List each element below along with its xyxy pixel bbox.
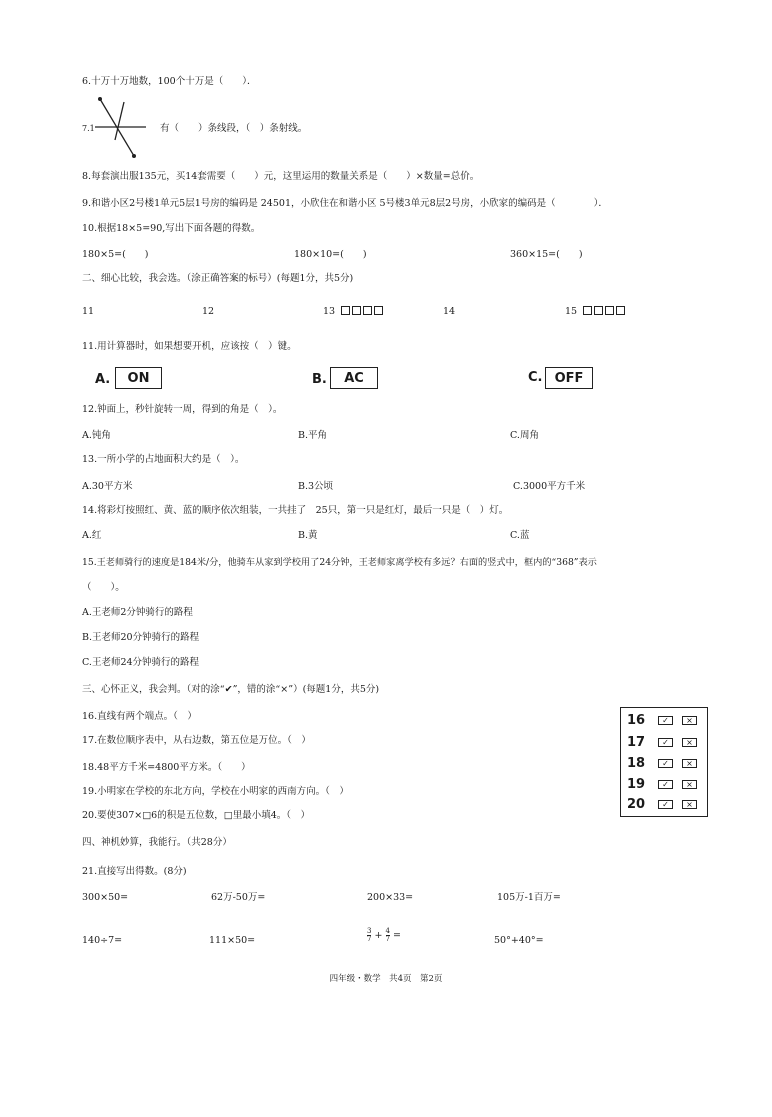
answer-bubble[interactable]: [341, 306, 350, 315]
figure-label: 7.1: [82, 124, 95, 133]
cross-bubble[interactable]: ×: [682, 716, 697, 725]
answer-bubble[interactable]: [594, 306, 603, 315]
grid-row: [627, 774, 703, 796]
question-10: 10.根据18×5=90,写出下面各题的得数。: [82, 223, 261, 234]
calculator-on-key: ON: [115, 367, 162, 389]
answer-row-13: [323, 306, 385, 318]
calc-item: 105万-1百万=: [497, 892, 561, 903]
calc-item: 200×33=: [367, 892, 414, 903]
question-21: 21.直接写出得数。(8分): [82, 866, 187, 877]
q12-option-c: C.周角: [510, 430, 539, 441]
calc-item: 300×50=: [82, 892, 129, 903]
answer-bubble[interactable]: [616, 306, 625, 315]
grid-row: [627, 794, 703, 816]
q10-item-2: 180×10=( ): [294, 249, 367, 260]
check-bubble[interactable]: ✓: [658, 759, 673, 768]
q13-option-a: A.30平方米: [82, 481, 133, 492]
question-20: 20.要使307×□6的积是五位数，□里最小填4。（ ）: [82, 810, 310, 821]
grid-row: [627, 732, 703, 754]
question-19: 19.小明家在学校的东北方向，学校在小明家的西南方向。（ ）: [82, 786, 349, 797]
calc-item: 50°+40°=: [494, 935, 544, 946]
question-6: 6.十万十万地数，100个十万是（ ）．: [82, 76, 257, 87]
q14-option-b: B.黄: [298, 530, 318, 541]
cross-bubble[interactable]: ×: [682, 738, 697, 747]
q14-option-c: C.蓝: [510, 530, 530, 541]
grid-row-number: 16: [627, 713, 646, 728]
question-7: 有（ ）条线段，（ ）条射线。: [160, 123, 308, 134]
answer-bubble[interactable]: [363, 306, 372, 315]
check-bubble[interactable]: ✓: [658, 716, 673, 725]
fraction: $\frac{4}{7}$: [385, 927, 390, 943]
q10-item-1: 180×5=( ): [82, 249, 149, 260]
cross-bubble[interactable]: ×: [682, 800, 697, 809]
question-14: 14.将彩灯按照红、黄、蓝的顺序依次组装，一共挂了 25只，第一只是红灯，最后一只是（ ）灯。: [82, 505, 509, 516]
calc-item: 62万-50万=: [211, 892, 266, 903]
answer-bubble[interactable]: [605, 306, 614, 315]
answer-bubble[interactable]: [374, 306, 383, 315]
section-3-title: 三、心怀正义，我会判。（对的涂“✔”，错的涂“×”）(每题1分，共5分): [82, 684, 380, 695]
section-4-title: 四、神机妙算，我能行。（共28分）: [82, 837, 232, 848]
answer-bubble[interactable]: [583, 306, 592, 315]
answer-num-13: 13: [323, 306, 336, 317]
grid-row-number: 17: [627, 735, 646, 750]
question-16: 16.直线有两个端点。（ ）: [82, 711, 197, 722]
answer-bubble[interactable]: [352, 306, 361, 315]
question-18: 18.48平方千米=4800平方米。（ ）: [82, 762, 251, 773]
grid-row: [627, 753, 703, 775]
q10-item-3: 360×15=( ): [510, 249, 583, 260]
question-17: 17.在数位顺序表中，从右边数，第五位是万位。（ ）: [82, 735, 311, 746]
check-bubble[interactable]: ✓: [658, 738, 673, 747]
steep-line: [115, 102, 124, 140]
calculator-off-key: OFF: [545, 367, 593, 389]
q15-option-b: B.王老师20分钟骑行的路程: [82, 632, 200, 643]
check-bubble[interactable]: ✓: [658, 800, 673, 809]
q14-option-a: A.红: [82, 530, 102, 541]
q13-option-c: C.3000平方千米: [513, 481, 586, 492]
fraction-sum: $\frac{3}{7}$ + $\frac{4}{7}$ =: [367, 927, 401, 943]
q15-option-c: C.王老师24分钟骑行的路程: [82, 657, 200, 668]
answer-num-12: 12: [202, 306, 215, 317]
endpoint-dot: [98, 97, 102, 101]
calc-item: 111×50=: [209, 935, 256, 946]
grid-row-number: 18: [627, 756, 646, 771]
question-9: 9.和谐小区2号楼1单元5层1号房的编码是 24501，小欣住在和谐小区 5号楼3单元8层2号房，小欣家的编码是（ ）．: [82, 198, 608, 209]
question-8: 8.每套演出服135元，买14套需要（ ）元，这里运用的数量关系是（ ）×数量=总价。: [82, 171, 480, 182]
endpoint-dot: [132, 154, 136, 158]
calculator-ac-key: AC: [330, 367, 378, 389]
cross-bubble[interactable]: ×: [682, 780, 697, 789]
question-12: 12.钟面上，秒针旋转一周，得到的角是（ ）。: [82, 404, 283, 415]
grid-row-number: 19: [627, 777, 646, 792]
q12-option-a: A.钝角: [82, 430, 111, 441]
q12-option-b: B.平角: [298, 430, 328, 441]
section-2-title: 二、细心比较，我会选。（涂正确答案的标号）(每题1分，共5分): [82, 273, 354, 284]
grid-row-number: 20: [627, 797, 646, 812]
check-bubble[interactable]: ✓: [658, 780, 673, 789]
grid-row: [627, 710, 703, 732]
option-a-letter: A.: [95, 372, 111, 387]
question-11: 11.用计算器时，如果想要开机，应该按（ ）键。: [82, 341, 297, 352]
cross-bubble[interactable]: ×: [682, 759, 697, 768]
answer-num-14: 14: [443, 306, 456, 317]
question-15-blank: （ ）。: [82, 582, 125, 593]
answer-row-15: [565, 306, 627, 318]
q15-option-a: A.王老师2分钟骑行的路程: [82, 607, 193, 618]
answer-num-15: 15: [565, 306, 578, 317]
question-15: 15.王老师骑行的速度是184米/分，他骑车从家到学校用了24分钟，王老师家离学校有多远？右面的竖式中，框内的“368”表示: [82, 557, 597, 568]
calc-item: 140÷7=: [82, 935, 123, 946]
q13-option-b: B.3公顷: [298, 481, 334, 492]
judge-answer-grid: [620, 707, 708, 817]
answer-num-11: 11: [82, 306, 95, 317]
option-c-letter: C.: [528, 370, 543, 385]
page-footer: 四年级・数学 共4页 第2页: [329, 974, 443, 984]
option-b-letter: B.: [312, 372, 327, 387]
fraction: $\frac{3}{7}$: [367, 927, 372, 943]
question-13: 13.一所小学的占地面积大约是（ ）。: [82, 454, 245, 465]
